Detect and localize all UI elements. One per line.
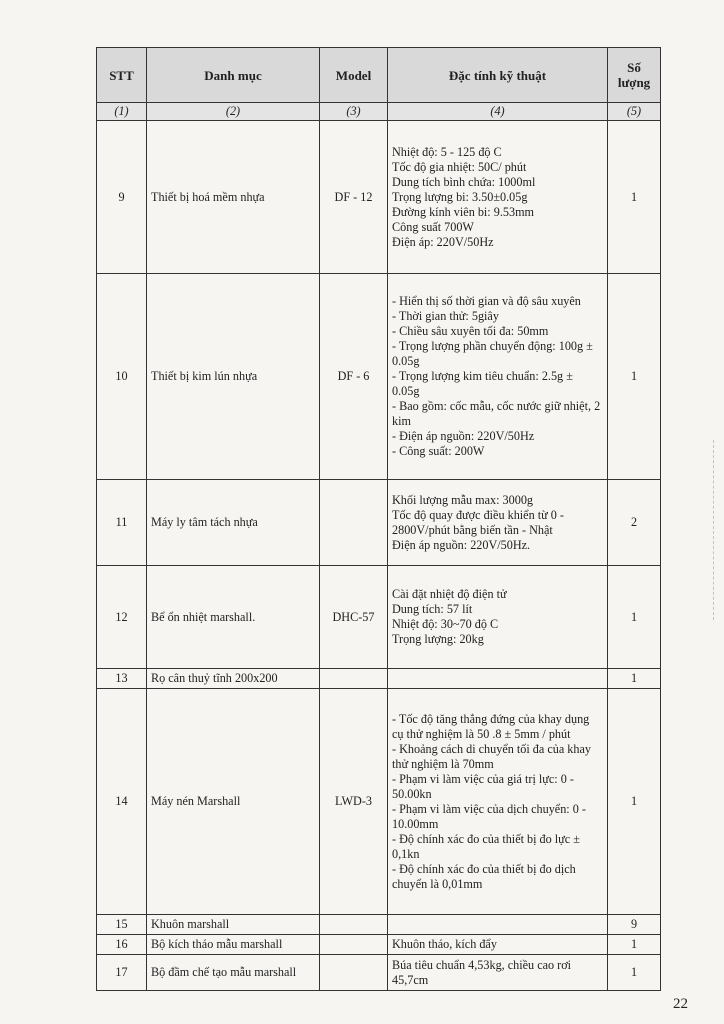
row-model	[320, 935, 388, 955]
table-row	[97, 915, 661, 935]
row-spec: - Hiển thị số thời gian và độ sâu xuyên - Thời gian thử: 5giây - Chiều sâu xuyên tối đa: 50mm - Trọng lượng phần chuyển động: 100g ± 0.05g - Trọng lượng kim tiêu chuẩn: 2.5g ± 0.05g - Bao gồm: cốc mẫu, cốc nước giữ nhiệt, 2 kim - Điện áp nguồn: 220V/50Hz - Công suất: 200W	[388, 274, 608, 480]
row-stt: 17	[97, 955, 147, 991]
row-qty: 1	[608, 274, 661, 480]
row-model	[320, 955, 388, 991]
equipment-table	[96, 47, 661, 991]
row-model: LWD-3	[320, 689, 388, 915]
row-model	[320, 669, 388, 689]
row-stt: 14	[97, 689, 147, 915]
row-qty: 9	[608, 915, 661, 935]
row-stt: 15	[97, 915, 147, 935]
row-name: Khuôn marshall	[147, 915, 320, 935]
row-spec: Búa tiêu chuẩn 4,53kg, chiều cao rơi 45,7cm	[388, 955, 608, 991]
row-qty: 1	[608, 669, 661, 689]
table-row	[97, 669, 661, 689]
row-stt: 9	[97, 121, 147, 274]
column-index: (2)	[147, 103, 320, 121]
row-stt: 10	[97, 274, 147, 480]
table-row	[97, 566, 661, 669]
header-qty: Số lượng	[608, 48, 661, 103]
row-qty: 1	[608, 121, 661, 274]
row-qty: 1	[608, 955, 661, 991]
row-qty: 1	[608, 935, 661, 955]
row-spec	[388, 915, 608, 935]
row-name: Bộ đầm chế tạo mẫu marshall	[147, 955, 320, 991]
row-name: Máy ly tâm tách nhựa	[147, 480, 320, 566]
row-model: DF - 6	[320, 274, 388, 480]
row-qty: 2	[608, 480, 661, 566]
page-edge-mark	[713, 440, 724, 620]
column-index-row	[97, 103, 661, 121]
row-name: Rọ cân thuỷ tĩnh 200x200	[147, 669, 320, 689]
header-model: Model	[320, 48, 388, 103]
row-spec: Khuôn tháo, kích đẩy	[388, 935, 608, 955]
header-spec: Đặc tính kỹ thuật	[388, 48, 608, 103]
row-spec	[388, 669, 608, 689]
row-spec: Cài đặt nhiệt độ điện tử Dung tích: 57 lít Nhiệt độ: 30~70 độ C Trọng lượng: 20kg	[388, 566, 608, 669]
header-name: Danh mục	[147, 48, 320, 103]
row-spec: Khối lượng mẫu max: 3000g Tốc độ quay được điều khiển từ 0 - 2800V/phút bằng biến tần - Nhật Điện áp nguồn: 220V/50Hz.	[388, 480, 608, 566]
row-qty: 1	[608, 566, 661, 669]
row-model	[320, 915, 388, 935]
row-stt: 16	[97, 935, 147, 955]
header-stt: STT	[97, 48, 147, 103]
row-name: Thiết bị kim lún nhựa	[147, 274, 320, 480]
table-row	[97, 480, 661, 566]
column-index: (4)	[388, 103, 608, 121]
column-index: (3)	[320, 103, 388, 121]
page-number: 22	[673, 996, 688, 1012]
row-model: DHC-57	[320, 566, 388, 669]
header-row	[97, 48, 661, 103]
row-qty: 1	[608, 689, 661, 915]
row-name: Bể ổn nhiệt marshall.	[147, 566, 320, 669]
row-spec: - Tốc độ tăng thẳng đứng của khay dụng cụ thử nghiệm là 50 .8 ± 5mm / phút - Khoảng cách di chuyển tối đa của khay thử nghiệm là 70mm - Phạm vi làm việc của giá trị lực: 0 - 50.00kn - Phạm vi làm việc của dịch chuyển: 0 - 10.00mm - Độ chính xác đo của thiết bị đo lực ± 0,1kn - Độ chính xác đo của thiết bị đo dịch chuyển là 0,01mm	[388, 689, 608, 915]
row-name: Máy nén Marshall	[147, 689, 320, 915]
row-spec: Nhiệt độ: 5 - 125 độ C Tốc độ gia nhiệt: 50C/ phút Dung tích bình chứa: 1000ml Trọng lượng bi: 3.50±0.05g Đường kính viên bi: 9.53mm Công suất 700W Điện áp: 220V/50Hz	[388, 121, 608, 274]
row-stt: 12	[97, 566, 147, 669]
row-name: Thiết bị hoá mềm nhựa	[147, 121, 320, 274]
row-stt: 11	[97, 480, 147, 566]
table-row	[97, 935, 661, 955]
column-index: (5)	[608, 103, 661, 121]
row-model: DF - 12	[320, 121, 388, 274]
row-name: Bộ kích tháo mẫu marshall	[147, 935, 320, 955]
row-model	[320, 480, 388, 566]
table-row	[97, 689, 661, 915]
column-index: (1)	[97, 103, 147, 121]
table-row	[97, 274, 661, 480]
table-row	[97, 121, 661, 274]
row-stt: 13	[97, 669, 147, 689]
table-row	[97, 955, 661, 991]
